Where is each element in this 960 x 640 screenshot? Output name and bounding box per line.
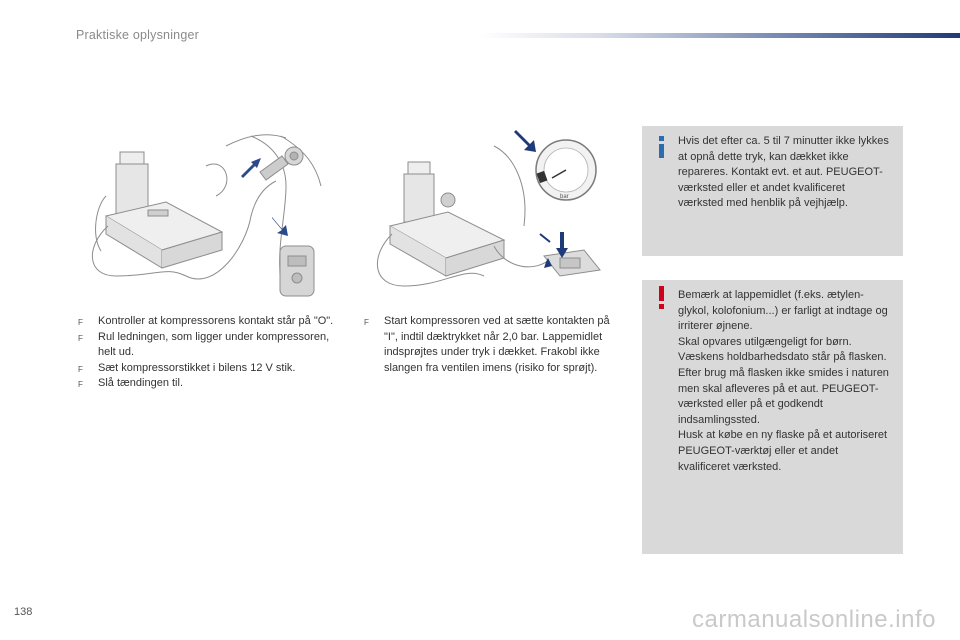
checkbox-marker-icon: F [78, 380, 83, 389]
checkbox-marker-icon: F [78, 318, 83, 327]
warning-box [642, 280, 903, 554]
warning-exclamation-icon [654, 286, 668, 310]
instruction-text: Rul ledningen, som ligger under kompressoren, helt ud. [98, 330, 330, 358]
info-text: Hvis det efter ca. 5 til 7 minutter ikke lykkes at opnå dette tryk, kan dækket ikke repareres. Kontakt evt. et aut. PEUGEOT-værksted eller et andet kvalificeret værksted med henblik på vejhjælp. [678, 135, 889, 210]
instructions-right [362, 314, 624, 376]
checkbox-marker-icon: F [78, 333, 83, 343]
instructions-left [76, 314, 338, 392]
section-title: Praktiske oplysninger [76, 28, 200, 42]
list-item [362, 314, 624, 376]
info-box [642, 126, 903, 256]
header-accent-bar [480, 33, 960, 38]
watermark: carmanualsonline.info [692, 606, 936, 633]
list-item [76, 330, 338, 361]
info-icon [654, 136, 668, 158]
instruction-text: Slå tændingen til. [98, 377, 183, 389]
checkbox-marker-icon: F [364, 318, 369, 327]
instruction-text: Kontroller at kompressorens kontakt står på "O". [98, 315, 334, 327]
page-number: 138 [14, 606, 33, 618]
instruction-text: Start kompressoren ved at sætte kontakten på "I", indtil dæktrykket når 2,0 bar. Lappemidlet indsprøjtes under tryk i dækket. Frakobl ikke slangen fra ventilen imens (risiko for sprøjt). [384, 315, 610, 374]
gauge-unit-label: bar [560, 194, 569, 200]
list-item [76, 376, 338, 392]
list-item [76, 314, 338, 330]
compressor-gauge-illustration [364, 126, 612, 302]
pressure-gauge [536, 140, 596, 200]
compressor-socket-illustration [76, 126, 338, 302]
warning-text: Bemærk at lappemidlet (f.eks. ætylen-glykol, kolofonium...) er farligt at indtage og irriterer øjnene. Skal opvares utilgængeligt for børn. Væskens holdbarhedsdato står på flasken. Efter brug må flasken ikke smides i naturen men skal afleveres på et aut. PEUGEOT-værksted eller på et godkendt indsamlingssted. Husk at købe en ny flaske på et autoriseret PEUGEOT-værktøj eller et andet kvalificeret værksted. [678, 289, 889, 473]
list-item [76, 361, 338, 377]
checkbox-marker-icon: F [78, 364, 83, 374]
instruction-text: Sæt kompressorstikket i bilens 12 V stik. [98, 361, 296, 374]
